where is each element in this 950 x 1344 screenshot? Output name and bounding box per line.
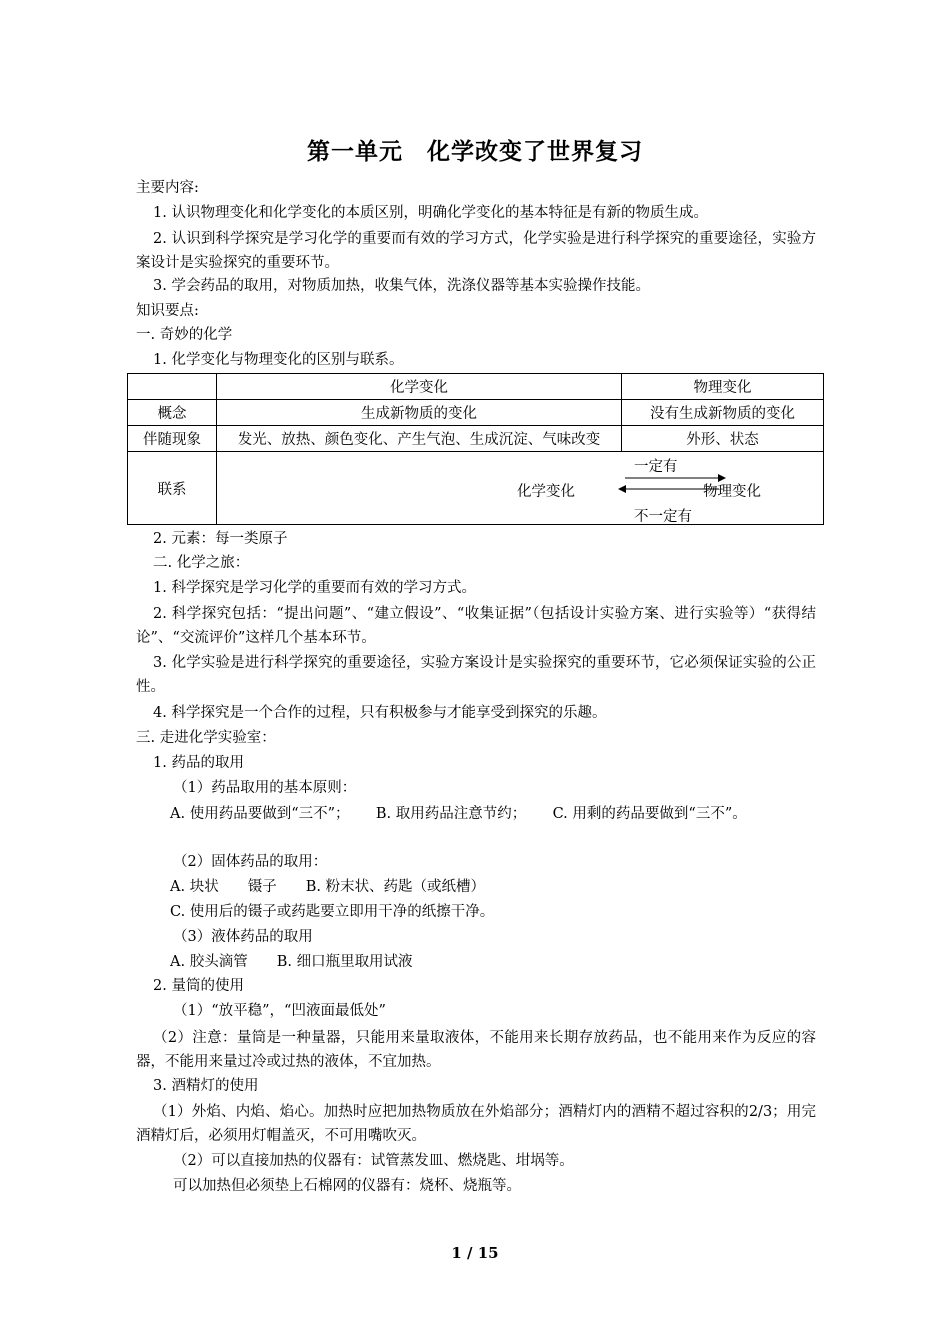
main-content-item-2: 2. 认识到科学探究是学习化学的重要而有效的学习方式，化学实验是进行科学探究的重要途径，实验方案设计是实验探究的重要环节。 bbox=[136, 231, 816, 271]
page-title: 第一单元 化学改变了世界复习 bbox=[307, 139, 643, 165]
table-cell: 生成新物质的变化 bbox=[217, 400, 622, 426]
knowledge-heading: 知识要点: bbox=[136, 303, 199, 319]
table-row-label: 概念 bbox=[128, 400, 217, 426]
table-row-label: 联系 bbox=[128, 452, 217, 525]
relation-cell bbox=[217, 452, 824, 525]
section-3-item-1-1-a: A. 使用药品要做到“三不”； B. 取用药品注意节约； C. 用剩的药品要做到“三不”。 bbox=[170, 806, 747, 822]
arrow-left-head bbox=[618, 485, 626, 493]
relation-bottom-label: 不一定有 bbox=[634, 509, 692, 525]
section-3-item-1: 1. 药品的取用 bbox=[153, 755, 244, 771]
main-content-heading: 主要内容: bbox=[136, 180, 199, 196]
section-2-item-2: 2. 科学探究包括：“提出问题”、“建立假设”、“收集证据”（包括设计实验方案、进行实验等）“获得结论”、“交流评价”这样几个基本环节。 bbox=[136, 606, 816, 646]
section-1-item-2: 2. 元素：每一类原子 bbox=[153, 531, 288, 547]
table-row bbox=[128, 400, 824, 426]
section-3-item-2-1: （1）“放平稳”，“凹液面最低处” bbox=[173, 1003, 386, 1019]
relation-right-label: 物理变化 bbox=[703, 484, 761, 500]
section-3-item-1-3-a: A. 胶头滴管 B. 细口瓶里取用试液 bbox=[170, 954, 413, 970]
section-3-item-3-1: （1）外焰、内焰、焰心。加热时应把加热物质放在外焰部分；酒精灯内的酒精不超过容积的2/3；用完酒精灯后，必须用灯帽盖灭，不可用嘴吹灭。 bbox=[136, 1104, 816, 1144]
table-row bbox=[128, 374, 824, 400]
page-number: 1 / 15 bbox=[451, 1244, 499, 1262]
main-content-item-1: 1. 认识物理变化和化学变化的本质区别，明确化学变化的基本特征是有新的物质生成。 bbox=[153, 205, 708, 221]
section-3-item-1-2-c: C. 使用后的镊子或药匙要立即用干净的纸擦干净。 bbox=[170, 904, 495, 920]
section-3-item-3-3: 可以加热但必须垫上石棉网的仪器有：烧杯、烧瓶等。 bbox=[173, 1178, 521, 1194]
section-2-item-3: 3. 化学实验是进行科学探究的重要途径，实验方案设计是实验探究的重要环节，它必须保证实验的公正性。 bbox=[136, 655, 816, 695]
section-1-heading: 一. 奇妙的化学 bbox=[136, 327, 233, 343]
table-row bbox=[128, 452, 824, 525]
section-1-item-1: 1. 化学变化与物理变化的区别与联系。 bbox=[153, 352, 404, 368]
section-3-item-1-1: （1）药品取用的基本原则： bbox=[173, 780, 357, 796]
section-2-item-1: 1. 科学探究是学习化学的重要而有效的学习方式。 bbox=[153, 580, 476, 596]
section-2-item-4: 4. 科学探究是一个合作的过程，只有积极参与才能享受到探究的乐趣。 bbox=[153, 705, 607, 721]
table-header-phys: 物理变化 bbox=[622, 374, 824, 400]
table-cell: 没有生成新物质的变化 bbox=[622, 400, 824, 426]
main-content-item-3: 3. 学会药品的取用，对物质加热，收集气体，洗涤仪器等基本实验操作技能。 bbox=[153, 278, 650, 294]
section-3-item-1-2-a: A. 块状 镊子 B. 粉末状、药匙（或纸槽） bbox=[170, 879, 486, 895]
section-3-item-3-2: （2）可以直接加热的仪器有：试管蒸发皿、燃烧匙、坩埚等。 bbox=[173, 1153, 574, 1169]
table-header-chem: 化学变化 bbox=[217, 374, 622, 400]
section-3-heading: 三. 走进化学实验室： bbox=[136, 730, 276, 746]
section-3-item-1-2: （2）固体药品的取用： bbox=[173, 854, 328, 870]
relation-arrows bbox=[617, 472, 727, 496]
section-3-item-2-2: （2）注意：量筒是一种量器，只能用来量取液体，不能用来长期存放药品，也不能用来作为反应的容器，不能用来量过冷或过热的液体，不宜加热。 bbox=[136, 1030, 816, 1070]
table-row bbox=[128, 426, 824, 452]
section-3-item-2: 2. 量筒的使用 bbox=[153, 978, 244, 994]
relation-left-label: 化学变化 bbox=[517, 484, 575, 500]
comparison-table bbox=[127, 373, 824, 525]
relation-top-label: 一定有 bbox=[634, 459, 678, 475]
table-row-label: 伴随现象 bbox=[128, 426, 217, 452]
section-3-item-3: 3. 酒精灯的使用 bbox=[153, 1078, 259, 1094]
table-cell: 发光、放热、颜色变化、产生气泡、生成沉淀、气味改变 bbox=[217, 426, 622, 452]
table-cell: 外形、状态 bbox=[622, 426, 824, 452]
arrow-right-head bbox=[718, 474, 726, 482]
section-3-item-1-3: （3）液体药品的取用 bbox=[173, 929, 313, 945]
table-cell-empty bbox=[128, 374, 217, 400]
section-2-heading: 二. 化学之旅： bbox=[153, 555, 250, 571]
